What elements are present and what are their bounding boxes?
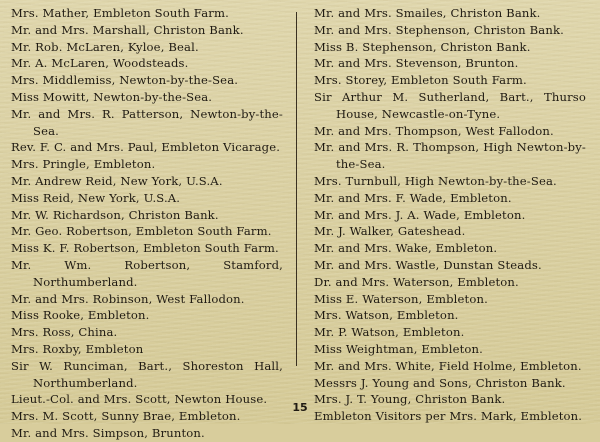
list-item: Rev. F. C. and Mrs. Paul, Embleton Vicarage. [11,140,281,155]
column-divider-rule [296,12,297,366]
list-item: Miss B. Stephenson, Christon Bank. [314,39,531,54]
list-item: Mr. and Mrs. Marshall, Christon Bank. [11,22,244,37]
list-item: Mr. and Mrs. Thompson, West Fallodon. [314,123,554,138]
list-item: Miss E. Waterson, Embleton. [314,291,488,306]
list-item: Messrs J. Young and Sons, Christon Bank. [314,375,566,390]
right-column-subscriber-list [314,5,586,425]
list-item: Mrs. Pringle, Embleton. [11,157,156,172]
list-item: Mr. and Mrs. F. Wade, Embleton. [314,190,512,205]
list-item: Mrs. M. Scott, Sunny Brae, Embleton. [11,409,241,424]
list-item: Mr. Geo. Robertson, Embleton South Farm. [11,224,272,239]
list-item: Mr. A. McLaren, Woodsteads. [11,56,189,71]
list-item: Mr. Wm. Robertson, Stamford, Northumberland. [11,257,283,289]
page-number: 15 [292,401,308,414]
list-item: Mr. W. Richardson, Christon Bank. [11,207,219,222]
list-item: Miss Mowitt, Newton-by-the-Sea. [11,89,213,104]
list-item: Lieut.-Col. and Mrs. Scott, Newton House. [11,392,268,407]
list-item: Mrs. J. T. Young, Christon Bank. [314,392,506,407]
list-item: Mrs. Ross, China. [11,325,118,340]
list-item: Miss Weightman, Embleton. [314,341,483,356]
list-item: Mr. and Mrs. Wastle, Dunstan Steads. [314,257,542,272]
list-item: Mr. Andrew Reid, New York, U.S.A. [11,173,223,188]
list-item: Mr. and Mrs. Stevenson, Brunton. [314,56,519,71]
list-item: Embleton Visitors per Mrs. Mark, Embleton. [314,409,583,424]
list-item: Mr. and Mrs. R. Patterson, Newton-by-the-Sea. [11,106,283,138]
list-item: Mr. and Mrs. J. A. Wade, Embleton. [314,207,526,222]
list-item: Mr. and Mrs. Simpson, Brunton. [11,425,205,440]
list-item: Miss K. F. Robertson, Embleton South Farm. [11,241,279,256]
list-item: Miss Rooke, Embleton. [11,308,150,323]
list-item: Mr. and Mrs. Wake, Embleton. [314,241,498,256]
list-item: Mrs. Storey, Embleton South Farm. [314,73,527,88]
list-item: Mrs. Mather, Embleton South Farm. [11,6,229,20]
list-item: Mr. and Mrs. Smailes, Christon Bank. [314,6,541,20]
list-item: Mrs. Turnbull, High Newton-by-the-Sea. [314,173,557,188]
list-item: Dr. and Mrs. Waterson, Embleton. [314,274,519,289]
list-item: Sir W. Runciman, Bart., Shoreston Hall, Northumberland. [11,358,283,390]
list-item: Mr. P. Watson, Embleton. [314,325,465,340]
list-item: Mr. and Mrs. R. Thompson, High Newton-by-the-Sea. [314,140,586,172]
list-item: Mrs. Roxby, Embleton [11,341,144,356]
left-column-subscriber-list [11,5,283,442]
list-item: Mrs. Middlemiss, Newton-by-the-Sea. [11,73,239,88]
list-item: Sir Arthur M. Sutherland, Bart., Thurso House, Newcastle-on-Tyne. [314,89,586,121]
list-item: Miss Reid, New York, U.S.A. [11,190,181,205]
list-item: Mr. J. Walker, Gateshead. [314,224,466,239]
list-item: Mr. Rob. McLaren, Kyloe, Beal. [11,39,199,54]
list-item: Mr. and Mrs. White, Field Holme, Embleton. [314,358,582,373]
list-item: Mr. and Mrs. Robinson, West Fallodon. [11,291,245,306]
list-item: Mr. and Mrs. Stephenson, Christon Bank. [314,22,564,37]
list-item: Mrs. Watson, Embleton. [314,308,459,323]
